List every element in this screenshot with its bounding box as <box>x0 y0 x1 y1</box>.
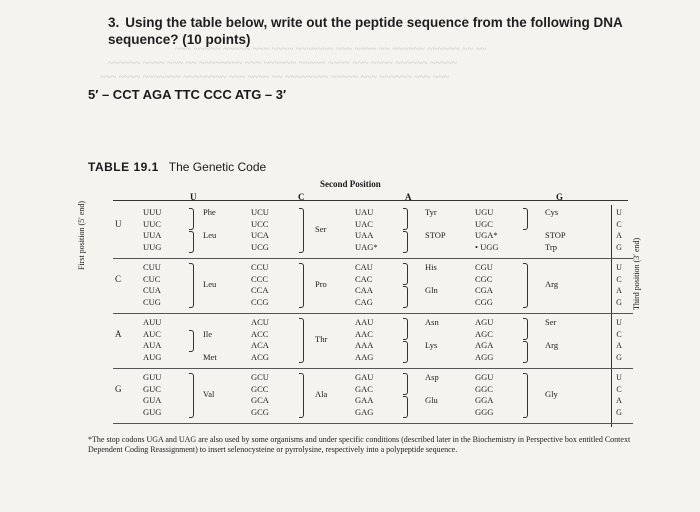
codon: AGC <box>475 328 493 339</box>
question-body: Using the table below, write out the peptide sequence from the following DNA sequence? (10 points) <box>108 15 623 47</box>
amino-acid: Cys <box>545 207 559 217</box>
brace <box>523 263 528 308</box>
codon: GAU <box>355 372 374 382</box>
third-base: A <box>616 286 622 295</box>
codon: CGG <box>475 296 493 307</box>
third-base: C <box>616 274 622 284</box>
brace <box>299 263 304 308</box>
third-base: U <box>616 208 622 217</box>
bleed-through-text: ~~~ ~~~~~ ~~~~~ ~~~ ~~~~ ~~~~~~~ ~~~ ~~~~ ~~ ~~~~~~ ~~~~~~ ~~ ~~ <box>175 44 487 55</box>
bleed-through-text-2: ~~~~~~ ~~~~ ~~~ ~~ ~~~~~~~~ ~~~ ~~~~~~ ~~~~~ ~~~~ ~~~ ~~~~ ~~~~~~ ~~~~~ <box>108 58 458 69</box>
third-base: G <box>616 352 622 362</box>
codon: CGC <box>475 273 493 284</box>
brace <box>189 208 194 230</box>
brace <box>189 330 194 352</box>
codon: AUC <box>143 328 161 339</box>
amino-acid: His <box>425 262 437 272</box>
first-base-u: U <box>115 218 122 229</box>
amino-acid: Arg <box>545 340 559 350</box>
codon: GCC <box>251 383 269 394</box>
codon: ACU <box>251 317 269 327</box>
amino-acid: Val <box>203 388 215 399</box>
codon: CAA <box>355 285 373 295</box>
third-position-label: Third position (3′ end) <box>632 237 641 310</box>
codon: ACA <box>251 340 269 350</box>
codon: CUG <box>143 296 161 307</box>
second-base-g: G <box>556 192 564 202</box>
codon: UUU <box>143 207 162 217</box>
brace <box>403 231 408 253</box>
brace <box>403 341 408 363</box>
amino-acid: Gly <box>545 388 558 399</box>
codon: AAU <box>355 317 374 327</box>
codon: GCU <box>251 372 269 382</box>
codon: UGU <box>475 207 494 217</box>
amino-acid: Pro <box>315 278 327 289</box>
first-base-a: A <box>115 328 122 339</box>
codon: GGA <box>475 395 494 405</box>
third-base: U <box>616 263 622 272</box>
amino-acid: Ser <box>545 317 557 327</box>
third-base: G <box>616 407 622 417</box>
codon: • UGG <box>475 241 499 252</box>
brace <box>403 396 408 418</box>
codon: CCG <box>251 296 269 307</box>
codon: GAC <box>355 383 373 394</box>
codon: GCG <box>251 406 269 417</box>
brace <box>403 286 408 308</box>
codon: AUU <box>143 317 162 327</box>
codon: UAC <box>355 218 373 229</box>
codon: UCC <box>251 218 269 229</box>
brace <box>523 208 528 230</box>
codon: CAU <box>355 262 373 272</box>
codon: ACG <box>251 351 269 362</box>
codon: AUG <box>143 351 162 362</box>
brace <box>299 318 304 363</box>
codon: AAC <box>355 328 373 339</box>
codon: CAC <box>355 273 373 284</box>
codon: GCA <box>251 395 269 405</box>
third-base: G <box>616 242 622 252</box>
third-base: C <box>616 219 622 229</box>
table-label: TABLE 19.1 <box>88 160 159 174</box>
dna-sequence: 5′ – CCT AGA TTC CCC ATG – 3′ <box>88 87 287 102</box>
codon: CUU <box>143 262 161 272</box>
brace <box>189 373 194 418</box>
codon: UAG* <box>355 241 378 252</box>
second-base-a: A <box>405 192 412 202</box>
header-rule <box>113 200 628 201</box>
brace <box>523 318 528 340</box>
brace <box>403 263 408 285</box>
amino-acid: Lys <box>425 340 438 350</box>
third-base: G <box>616 297 622 307</box>
question-text <box>108 14 668 48</box>
amino-acid: Asn <box>425 317 439 327</box>
amino-acid: Ser <box>315 223 327 234</box>
amino-acid: Met <box>203 351 217 362</box>
brace <box>403 318 408 340</box>
codon: ACC <box>251 328 269 339</box>
codon: UCG <box>251 241 269 252</box>
amino-acid: Asp <box>425 372 439 382</box>
codon: UUG <box>143 241 162 252</box>
brace <box>299 373 304 418</box>
question-number: 3. <box>108 15 120 30</box>
codon: CCU <box>251 262 269 272</box>
amino-acid: Ala <box>315 388 328 399</box>
first-base-g: G <box>115 383 122 394</box>
amino-acid: Tyr <box>425 207 437 217</box>
codon: AGG <box>475 351 494 362</box>
codon: UGC <box>475 218 493 229</box>
amino-acid: Trp <box>545 241 557 252</box>
table-bottom-rule <box>113 423 633 424</box>
amino-acid: Thr <box>315 333 328 344</box>
third-base: U <box>616 373 622 382</box>
second-position-label: Second Position <box>320 179 381 189</box>
codon: UCU <box>251 207 269 217</box>
codon: AGU <box>475 317 494 327</box>
third-base: A <box>616 341 622 350</box>
third-base: U <box>616 318 622 327</box>
first-position-label: First position (5′ end) <box>77 200 86 270</box>
block-divider <box>113 368 633 369</box>
codon: GUU <box>143 372 162 382</box>
amino-acid: Gln <box>425 285 438 295</box>
amino-acid: STOP <box>425 230 446 240</box>
codon: GAA <box>355 395 374 405</box>
bleed-through-text-3: ~~~ ~~~~ ~~~~~~~ ~~~~~~~~ ~~~ ~~~~ ~~ ~~~~~~~~ ~~~~~ ~~~ ~~~~~~ ~~~ ~~~ <box>100 72 450 83</box>
table-title: The Genetic Code <box>168 160 267 174</box>
second-base-c: C <box>298 192 305 202</box>
codon: CCA <box>251 285 269 295</box>
codon: CGU <box>475 262 493 272</box>
codon: GUA <box>143 395 162 405</box>
codon: GGC <box>475 383 493 394</box>
amino-acid: Leu <box>203 278 217 289</box>
brace <box>523 341 528 363</box>
third-base: A <box>616 231 622 240</box>
codon: UUC <box>143 218 161 229</box>
brace <box>403 373 408 395</box>
first-base-c: C <box>115 273 122 284</box>
brace <box>299 208 304 253</box>
codon: GGU <box>475 372 494 382</box>
brace <box>189 263 194 308</box>
brace <box>523 373 528 418</box>
block-divider <box>113 258 633 259</box>
amino-acid: STOP <box>545 230 566 240</box>
codon: CGA <box>475 285 493 295</box>
brace <box>403 208 408 230</box>
codon: GGG <box>475 406 494 417</box>
amino-acid: Glu <box>425 395 438 405</box>
codon: UCA <box>251 230 269 240</box>
codon: UUA <box>143 230 162 240</box>
codon: AAA <box>355 340 374 350</box>
codon: CUA <box>143 285 161 295</box>
third-base: C <box>616 384 622 394</box>
codon: CAG <box>355 296 373 307</box>
amino-acid: Phe <box>203 207 216 217</box>
codon: CCC <box>251 273 269 284</box>
codon: UAA <box>355 230 374 240</box>
codon: UAU <box>355 207 374 217</box>
codon: GAG <box>355 406 374 417</box>
third-base: C <box>616 329 622 339</box>
third-base: A <box>616 396 622 405</box>
codon: AUA <box>143 340 162 350</box>
brace <box>189 231 194 253</box>
codon: UGA* <box>475 230 498 240</box>
amino-acid: Arg <box>545 278 559 289</box>
block-divider <box>113 313 633 314</box>
amino-acid: Leu <box>203 230 217 240</box>
codon: AAG <box>355 351 374 362</box>
table-caption <box>88 160 266 174</box>
codon: GUC <box>143 383 161 394</box>
footnote: *The stop codons UGA and UAG are also used by some organisms and under specific conditions (described later in the Biochemistry in Perspective box entitled Context Dependent Coding Reassignment) to insert selenocysteine or pyrrolysine, respectively into a polypeptide sequence. <box>88 435 631 454</box>
codon: CUC <box>143 273 161 284</box>
amino-acid: Ile <box>203 328 212 339</box>
codon: GUG <box>143 406 162 417</box>
second-base-u: U <box>190 192 197 202</box>
genetic-code-table <box>103 203 635 428</box>
codon: AGA <box>475 340 494 350</box>
